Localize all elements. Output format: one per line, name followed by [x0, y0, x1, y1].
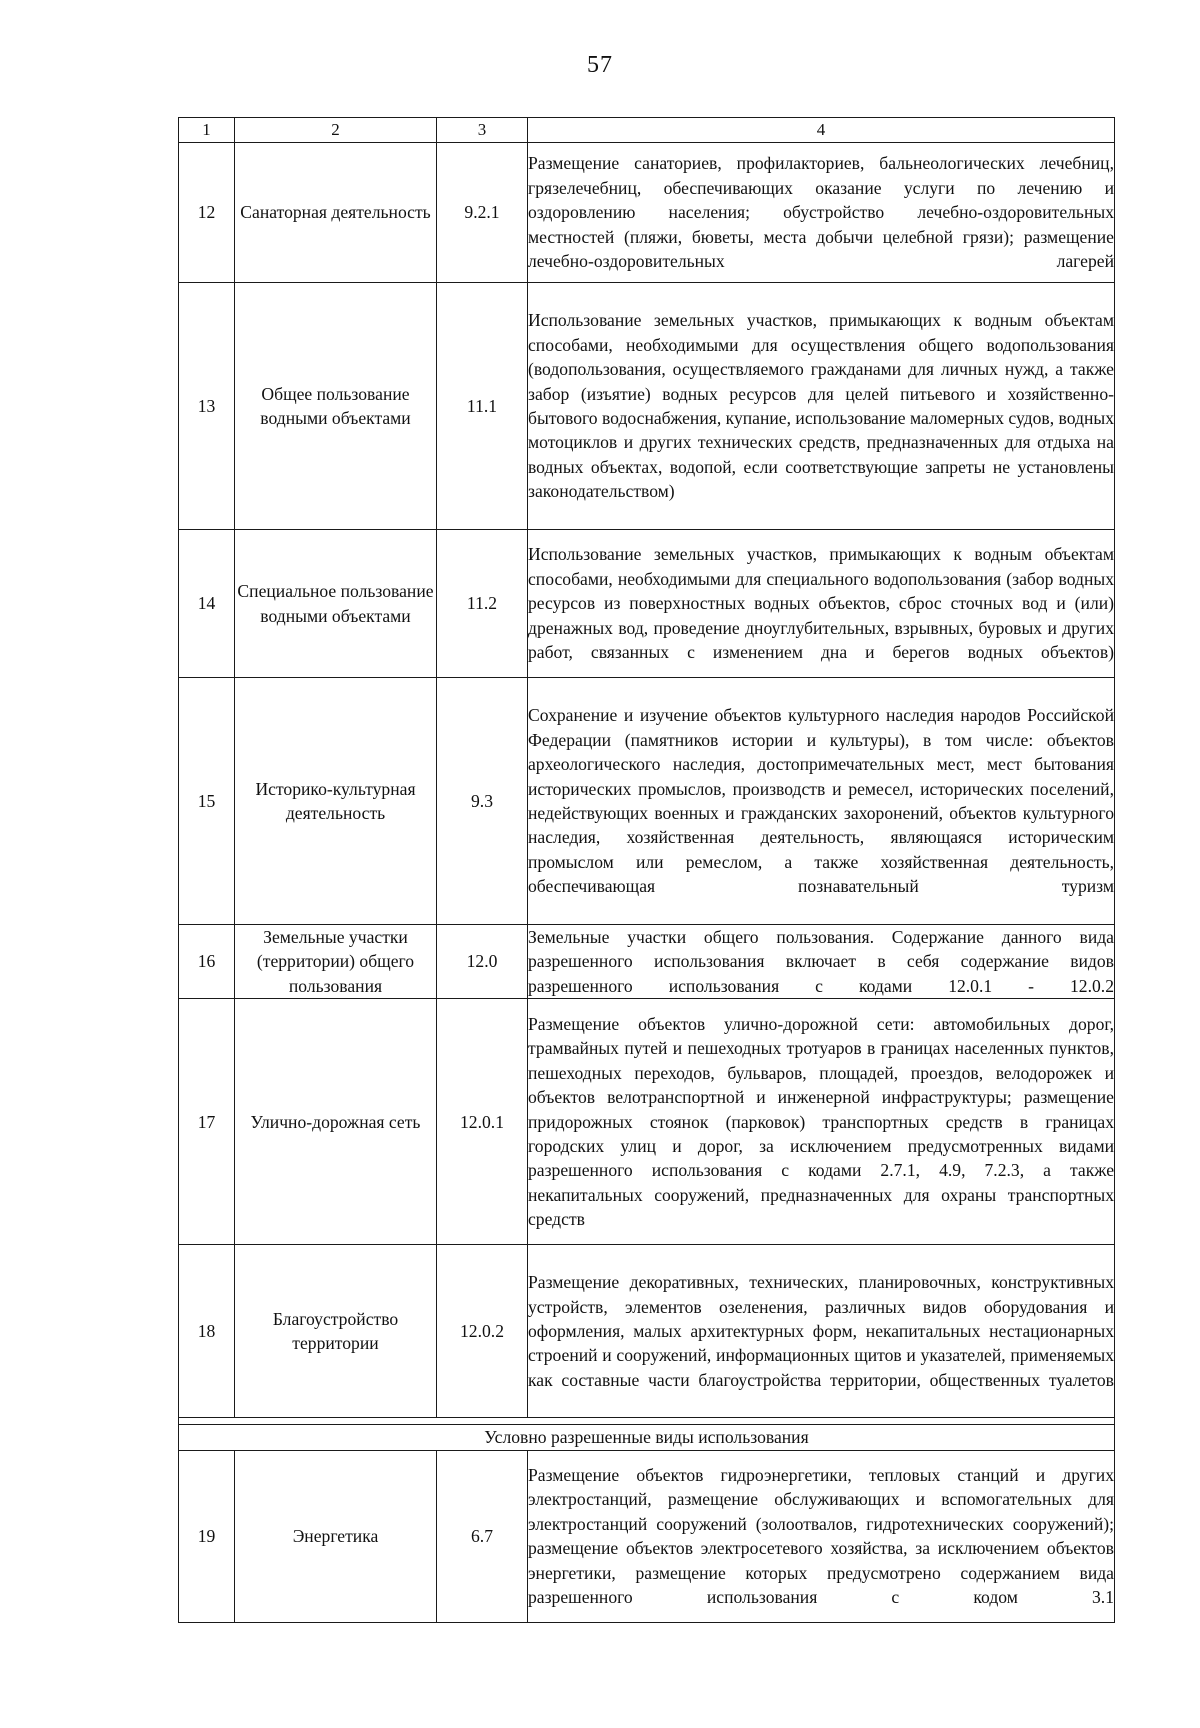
table-row — [179, 1245, 1115, 1418]
use-type-name: Специальное пользование водными объектами — [235, 530, 437, 678]
use-type-description: Земельные участки общего пользования. Содержание данного вида разрешенного использования включает в себя содержание видов разрешенного использования с кодами 12.0.1 - 12.0.2 — [528, 925, 1115, 999]
table-row — [179, 999, 1115, 1245]
row-number: 12 — [179, 143, 235, 283]
row-number: 13 — [179, 283, 235, 530]
use-type-description: Размещение объектов гидроэнергетики, тепловых станций и других электростанций, размещение обслуживающих и вспомогательных для электростанций сооружений (золоотвалов, гидротехнических сооружений); размещение объектов электросетевого хозяйства, за исключением объектов энергетики, размещение которых предусмотрено содержанием вида разрешенного использования с кодом 3.1 — [528, 1450, 1115, 1622]
use-type-description: Сохранение и изучение объектов культурного наследия народов Российской Федерации (памятников истории и культуры), в том числе: объектов археологического наследия, достопримечательных мест, мест бытования исторических промыслов, производств и ремесел, исторических поселений, недействующих военных и гражданских захоронений, объектов культурного наследия, хозяйственная деятельность, являющаяся историческим промыслом или ремеслом, а также хозяйственная деятельность, обеспечивающая познавательный туризм — [528, 678, 1115, 925]
use-type-code: 9.3 — [437, 678, 528, 925]
use-type-code: 6.7 — [437, 1450, 528, 1622]
table-row — [179, 678, 1115, 925]
use-type-description: Размещение объектов улично-дорожной сети: автомобильных дорог, трамвайных путей и пешеходных тротуаров в границах населенных пунктов, пешеходных переходов, бульваров, площадей, проездов, велодорожек и объектов велотранспортной и инженерной инфраструктуры; размещение придорожных стоянок (парковок) транспортных средств в границах городских улиц и дорог, за исключением предусмотренных видами разрешенного использования с кодами 2.7.1, 4.9, 7.2.3, а также некапитальных сооружений, предназначенных для охраны транспортных средств — [528, 999, 1115, 1245]
table-row — [179, 1450, 1115, 1622]
table-row — [179, 143, 1115, 283]
use-type-name: Улично-дорожная сеть — [235, 999, 437, 1245]
column-header: 1 — [179, 118, 235, 143]
row-number: 14 — [179, 530, 235, 678]
row-number: 15 — [179, 678, 235, 925]
spacer-cell — [179, 1418, 1115, 1425]
section-header-row — [179, 1425, 1115, 1450]
land-use-table — [178, 117, 1115, 1623]
use-type-code: 9.2.1 — [437, 143, 528, 283]
column-header: 3 — [437, 118, 528, 143]
use-type-description: Использование земельных участков, примыкающих к водным объектам способами, необходимыми для специального водопользования (забор водных ресурсов из поверхностных водных объектов, сброс сточных вод и (или) дренажных вод, проведение дноуглубительных, взрывных, буровых и других работ, связанных с изменением дна и берегов водных объектов) — [528, 530, 1115, 678]
use-type-code: 11.2 — [437, 530, 528, 678]
table-row — [179, 283, 1115, 530]
use-type-description: Размещение санаториев, профилакториев, бальнеологических лечебниц, грязелечебниц, обеспечивающих оказание услуги по лечению и оздоровлению населения; обустройство лечебно-оздоровительных местностей (пляжи, бюветы, места добычи целебной грязи); размещение лечебно-оздоровительных лагерей — [528, 143, 1115, 283]
use-type-description: Размещение декоративных, технических, планировочных, конструктивных устройств, элементов озеленения, различных видов оборудования и оформления, малых архитектурных форм, некапитальных нестационарных строений и сооружений, информационных щитов и указателей, применяемых как составные части благоустройства территории, общественных туалетов — [528, 1245, 1115, 1418]
spacer-row — [179, 1418, 1115, 1425]
use-type-code: 12.0.2 — [437, 1245, 528, 1418]
column-header: 2 — [235, 118, 437, 143]
page-number: 57 — [587, 52, 613, 78]
use-type-name: Земельные участки (территории) общего пользования — [235, 925, 437, 999]
use-type-code: 12.0.1 — [437, 999, 528, 1245]
table-row — [179, 530, 1115, 678]
row-number: 18 — [179, 1245, 235, 1418]
use-type-name: Энергетика — [235, 1450, 437, 1622]
section-title: Условно разрешенные виды использования — [179, 1425, 1115, 1450]
row-number: 17 — [179, 999, 235, 1245]
use-type-name: Благоустройство территории — [235, 1245, 437, 1418]
use-type-code: 11.1 — [437, 283, 528, 530]
use-type-description: Использование земельных участков, примыкающих к водным объектам способами, необходимыми для осуществления общего водопользования (водопользования, осуществляемого гражданами для личных нужд, а также забор (изъятие) водных ресурсов для целей питьевого и хозяйственно-бытового водоснабжения, купание, использование маломерных судов, водных мотоциклов и других технических средств, предназначенных для отдыха на водных объектах, водопой, если соответствующие запреты не установлены законодательством) — [528, 283, 1115, 530]
row-number: 19 — [179, 1450, 235, 1622]
column-header: 4 — [528, 118, 1115, 143]
row-number: 16 — [179, 925, 235, 999]
use-type-name: Санаторная деятельность — [235, 143, 437, 283]
table-row — [179, 925, 1115, 999]
use-type-name: Историко-культурная деятельность — [235, 678, 437, 925]
table-header-row — [179, 118, 1115, 143]
use-type-name: Общее пользование водными объектами — [235, 283, 437, 530]
use-type-code: 12.0 — [437, 925, 528, 999]
